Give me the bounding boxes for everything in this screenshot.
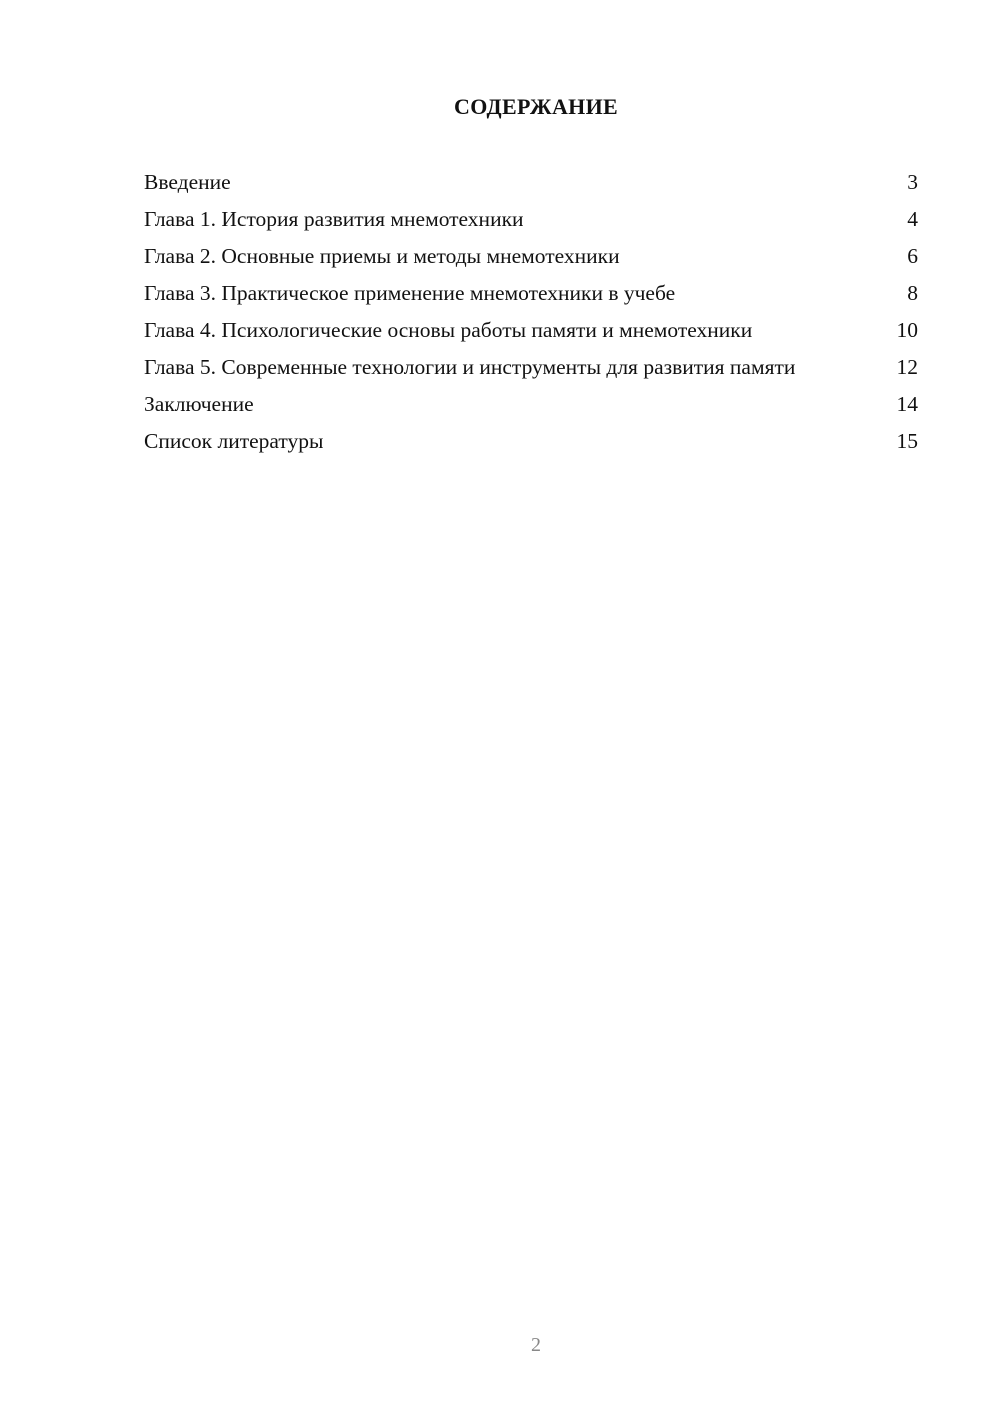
toc-item-label: Глава 1. История развития мнемотехники <box>144 207 524 231</box>
toc-item-page: 15 <box>896 429 918 453</box>
toc-item-page: 6 <box>907 244 918 268</box>
toc-item-label: Введение <box>144 170 231 194</box>
toc-item-conclusion <box>144 391 918 417</box>
toc-item-page: 12 <box>896 355 918 379</box>
toc-item-label: Глава 3. Практическое применение мнемотехники в учебе <box>144 281 676 305</box>
toc-item-page: 3 <box>907 170 918 194</box>
table-of-contents <box>144 169 918 465</box>
toc-item-label: Список литературы <box>144 429 324 453</box>
toc-item-chapter-3 <box>144 280 918 306</box>
toc-item-chapter-4 <box>144 317 918 343</box>
toc-item-introduction <box>144 169 918 195</box>
toc-item-label: Глава 5. Современные технологии и инструменты для развития памяти <box>144 355 796 379</box>
toc-item-chapter-1 <box>144 206 918 232</box>
toc-item-label: Глава 4. Психологические основы работы памяти и мнемотехники <box>144 318 753 342</box>
toc-item-page: 4 <box>907 207 918 231</box>
toc-item-page: 14 <box>896 392 918 416</box>
toc-item-page: 8 <box>907 281 918 305</box>
toc-item-bibliography <box>144 428 918 454</box>
toc-item-label: Заключение <box>144 392 254 416</box>
toc-item-label: Глава 2. Основные приемы и методы мнемотехники <box>144 244 620 268</box>
page-number: 2 <box>531 1334 541 1356</box>
toc-item-chapter-2 <box>144 243 918 269</box>
toc-item-page: 10 <box>896 318 918 342</box>
page-title: СОДЕРЖАНИЕ <box>454 94 618 119</box>
toc-item-chapter-5 <box>144 354 918 380</box>
